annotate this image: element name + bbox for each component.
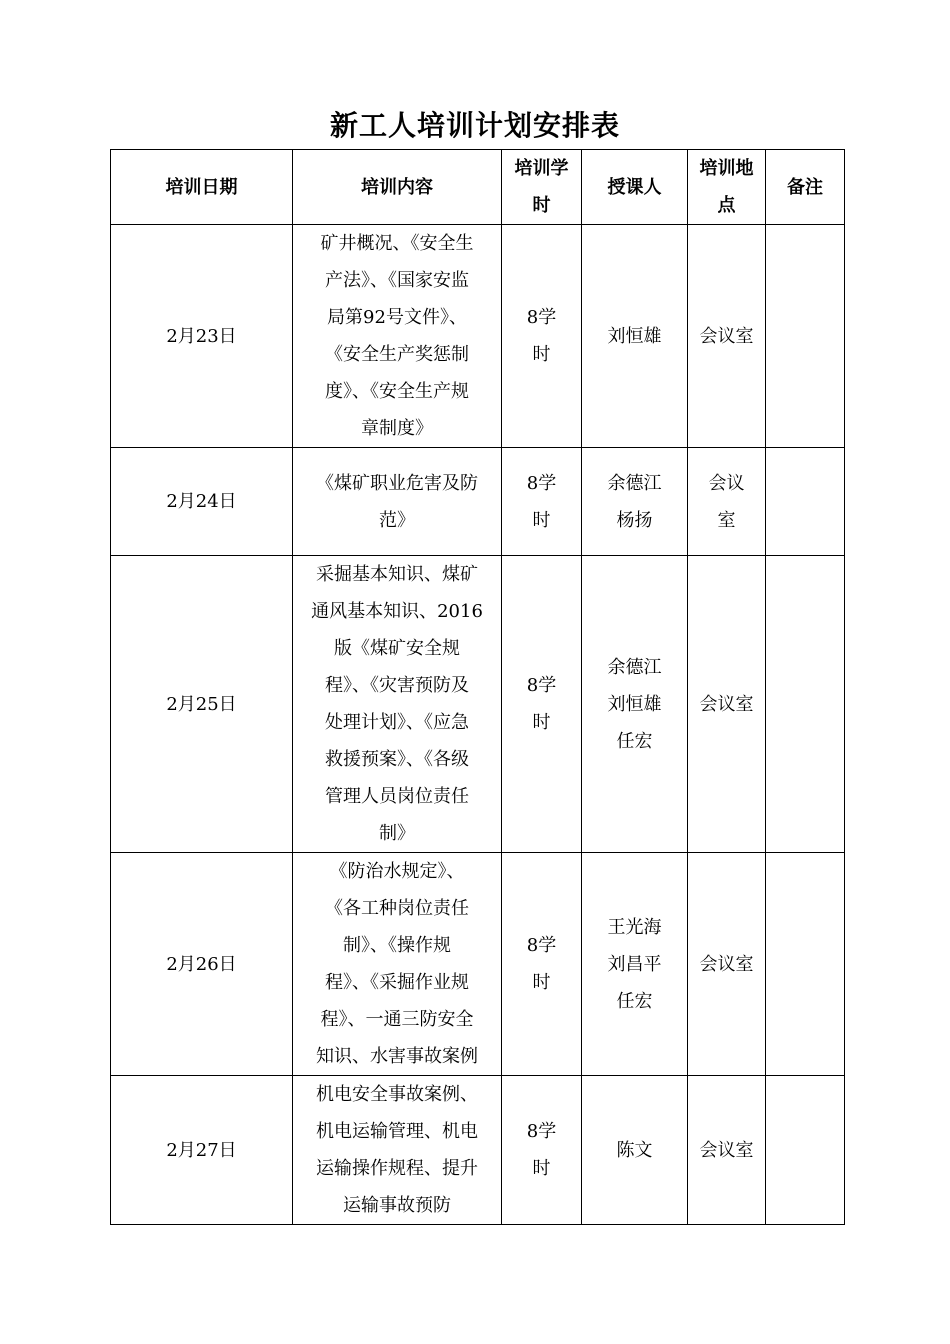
header-date: 培训日期 [111,150,293,225]
training-schedule-table [110,149,845,1225]
table-header-row [111,150,845,225]
cell-remarks [766,556,845,853]
table-row [111,225,845,448]
cell-date: 2月23日 [111,225,293,448]
table-row [111,556,845,853]
page-title: 新工人培训计划安排表 [329,109,620,142]
cell-remarks [766,448,845,556]
cell-hours: 8学 时 [502,1076,582,1225]
cell-content: 采掘基本知识、煤矿 通风基本知识、2016 版《煤矿安全规 程》、《灾害预防及 处理计划》、《应急 救援预案》、《各级 管理人员岗位责任 制》 [293,556,502,853]
cell-lecturer: 余德江 杨扬 [582,448,688,556]
header-location: 培训地 点 [688,150,766,225]
cell-lecturer: 余德江 刘恒雄 任宏 [582,556,688,853]
cell-location: 会议室 [688,556,766,853]
cell-location: 会议室 [688,853,766,1076]
cell-hours: 8学 时 [502,448,582,556]
header-remarks: 备注 [766,150,845,225]
cell-date: 2月27日 [111,1076,293,1225]
table-row [111,1076,845,1225]
cell-date: 2月25日 [111,556,293,853]
header-lecturer: 授课人 [582,150,688,225]
cell-date: 2月24日 [111,448,293,556]
header-content: 培训内容 [293,150,502,225]
header-hours: 培训学 时 [502,150,582,225]
cell-content: 矿井概况、《安全生 产法》、《国家安监 局第92号文件》、 《安全生产奖惩制 度》、《安全生产规 章制度》 [293,225,502,448]
cell-lecturer: 王光海 刘昌平 任宏 [582,853,688,1076]
cell-hours: 8学 时 [502,556,582,853]
cell-hours: 8学 时 [502,853,582,1076]
table-row [111,448,845,556]
table-row [111,853,845,1076]
cell-location: 会议室 [688,225,766,448]
cell-content: 机电安全事故案例、 机电运输管理、机电 运输操作规程、提升 运输事故预防 [293,1076,502,1225]
cell-lecturer: 刘恒雄 [582,225,688,448]
cell-location: 会议室 [688,1076,766,1225]
cell-content: 《防治水规定》、 《各工种岗位责任 制》、《操作规 程》、《采掘作业规 程》、一通三防安全 知识、水害事故案例 [293,853,502,1076]
cell-date: 2月26日 [111,853,293,1076]
cell-location: 会议 室 [688,448,766,556]
cell-lecturer: 陈文 [582,1076,688,1225]
cell-content: 《煤矿职业危害及防 范》 [293,448,502,556]
cell-remarks [766,225,845,448]
cell-remarks [766,853,845,1076]
cell-remarks [766,1076,845,1225]
cell-hours: 8学 时 [502,225,582,448]
